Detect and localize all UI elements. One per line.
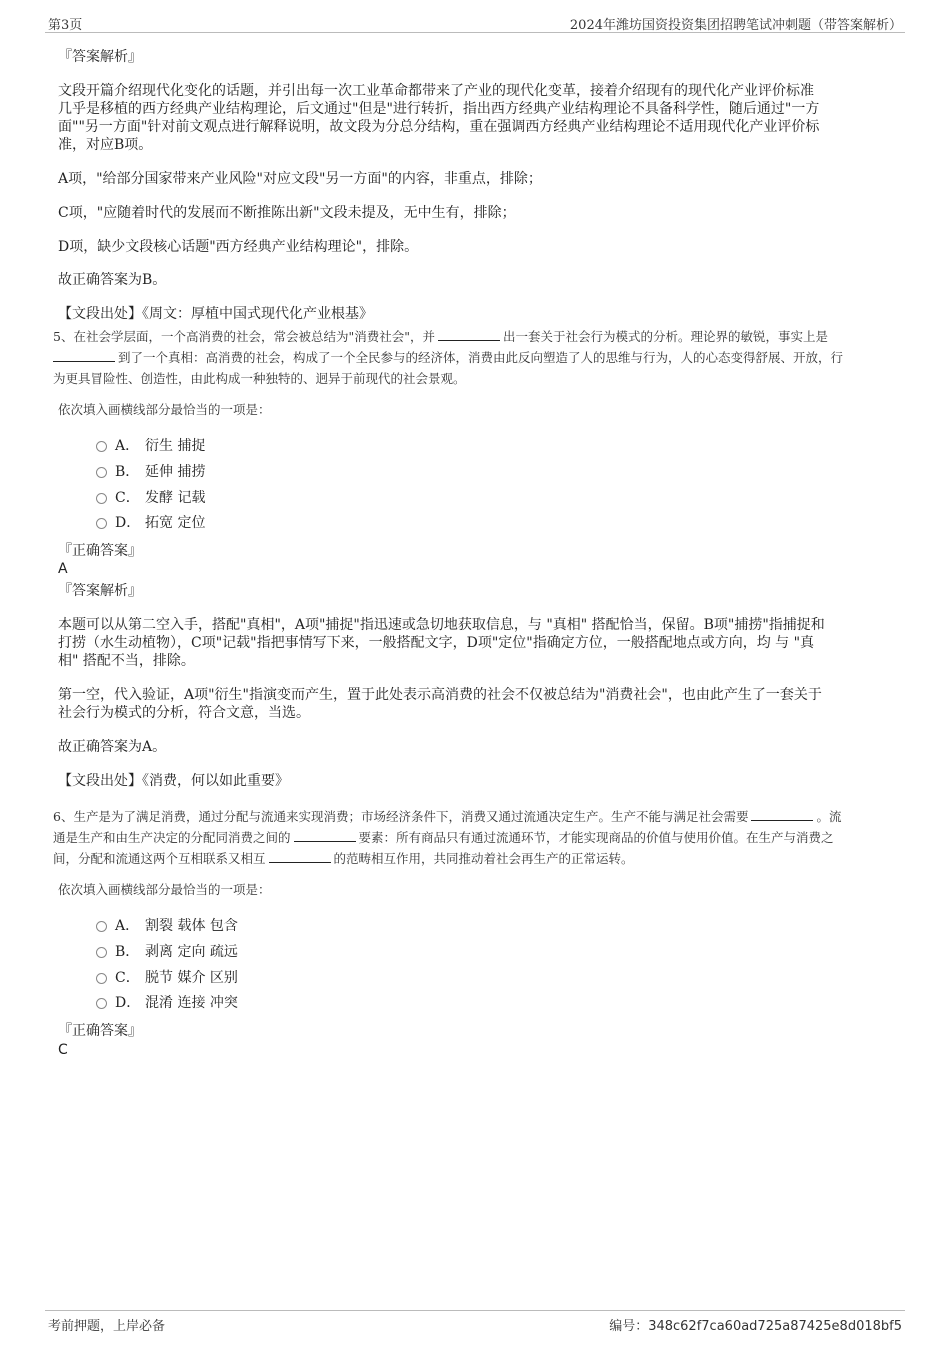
q6-blank-1: [751, 808, 813, 821]
q5-option-b[interactable]: B． 延伸 捕捞: [96, 463, 205, 481]
q5-stem: [53, 326, 898, 389]
q5-option-d[interactable]: D． 拓宽 定位: [96, 514, 205, 532]
q5-analysis-2: 第一空，代入验证，A项"衍生"指演变而产生，置于此处表示高消费的社会不仅被总结为"消费社会"，也由此产生了一套关于 社会行为模式的分析，符合文意，当选。: [58, 687, 822, 721]
q6-option-b[interactable]: B． 剥离 定向 疏远: [96, 943, 238, 961]
q6-prompt: 依次填入画横线部分最恰当的一项是：: [58, 882, 271, 897]
q5-blank-1: [438, 328, 500, 341]
q4-analysis: [58, 82, 888, 154]
q5-answer-label: 『正确答案』: [58, 543, 142, 559]
page-footer: [45, 1310, 905, 1333]
radio-icon[interactable]: [96, 441, 107, 452]
q6-option-a[interactable]: A． 割裂 载体 包含: [96, 917, 238, 935]
q6-blank-3: [269, 850, 331, 863]
q5-analysis-1: 本题可以从第二空入手，搭配"真相"，A项"捕捉"指迅速或急切地获取信息，与 "真相" 搭配恰当，保留。B项"捕捞"指捕捉和 打捞（水生动植物），C项"记载"指把事情写下来，一般搭配文字，D项"定位"指确定方位，一般搭配地点或方向，均 与 "真 相" 搭配不当，排除。: [58, 617, 825, 669]
q5-source: 【文段出处】《消费，何以如此重要》: [58, 773, 289, 789]
q6-answer-label: 『正确答案』: [58, 1023, 142, 1039]
q4-analysis-line: 几乎是移植的西方经典产业结构理论，后文通过"但是"进行转折，指出西方经典产业结构理论不具备科学性，随后通过"一方: [58, 101, 820, 117]
q5-stem-text: 出一套关于社会行为模式的分析。理论界的敏锐，事实上是: [502, 329, 828, 344]
q4-c-note: C项，"应随着时代的发展而不断推陈出新"文段未提及，无中生有，排除；: [58, 205, 516, 221]
q5-answer: A: [58, 561, 68, 577]
q4-analysis-line: 准，对应B项。: [58, 137, 153, 153]
radio-icon[interactable]: [96, 947, 107, 958]
radio-icon[interactable]: [96, 493, 107, 504]
q5-option-a[interactable]: A． 衍生 捕捉: [96, 437, 205, 455]
radio-icon[interactable]: [96, 998, 107, 1009]
q4-conclusion: 故正确答案为B。: [58, 272, 167, 288]
radio-icon[interactable]: [96, 518, 107, 529]
radio-icon[interactable]: [96, 973, 107, 984]
q5-conclusion: 故正确答案为A。: [58, 739, 167, 755]
q4-d-note: D项，缺少文段核心话题"西方经典产业结构理论"，排除。: [58, 239, 419, 255]
q5-blank-2: [53, 349, 115, 362]
q5-stem-text: 5、在社会学层面，一个高消费的社会，常会被总结为"消费社会"，并: [53, 329, 435, 344]
q5-analysis-label: 『答案解析』: [58, 583, 142, 599]
radio-icon[interactable]: [96, 921, 107, 932]
q6-option-d[interactable]: D． 混淆 连接 冲突: [96, 994, 238, 1012]
q4-source: 【文段出处】《周文：厚植中国式现代化产业根基》: [58, 306, 373, 322]
q6-blank-2: [294, 829, 356, 842]
q5-prompt: 依次填入画横线部分最恰当的一项是：: [58, 402, 271, 417]
q5-stem-text: 到了一个真相：高消费的社会，构成了一个全民参与的经济体，消费由此反向塑造了人的思维与行为，人的心态变得舒展、开放，行: [118, 350, 844, 365]
footer-slogan: 考前押题，上岸必备: [48, 1319, 166, 1334]
q4-analysis-line: 面""另一方面"针对前文观点进行解释说明，故文段为分总分结构，重在强调西方经典产业结构理论不适用现代化产业评价标: [58, 119, 820, 135]
q5-stem-text: 为更具冒险性、创造性，由此构成一种独特的、迥异于前现代的社会景观。: [53, 371, 466, 386]
q6-stem: 6、生产是为了满足消费，通过分配与流通来实现消费；市场经济条件下，消费又通过流通决定生产。生产不能与满足社会需要 。流 通是生产和由生产决定的分配同消费之间的 要素：所有商品只有通过流通环节，才能实现商品的价值与使用价值。在生产与消费之 间，分配和流通这两个互相联系又相互 的范畴相互作用，共同推动着社会再生产的正常运转。: [53, 809, 842, 866]
radio-icon[interactable]: [96, 467, 107, 478]
page-header: [45, 12, 905, 33]
q5-option-c[interactable]: C． 发酵 记载: [96, 489, 205, 507]
document-code: 编号：348c62f7ca60ad725a87425e8d018bf5: [609, 1319, 902, 1334]
q4-analysis-line: 文段开篇介绍现代化变化的话题，并引出每一次工业革命都带来了产业的现代化变革，接着介绍现有的现代化产业评价标准: [58, 83, 814, 99]
q6-answer: C: [58, 1042, 68, 1058]
document-title: 2024年潍坊国资投资集团招聘笔试冲刺题（带答案解析）: [569, 18, 902, 33]
q4-a-note: A项，"给部分国家带来产业风险"对应文段"另一方面"的内容，非重点，排除；: [58, 171, 542, 187]
q6-option-c[interactable]: C． 脱节 媒介 区别: [96, 969, 238, 987]
page-number: 第3页: [48, 18, 83, 33]
q4-analysis-label: 『答案解析』: [58, 49, 142, 65]
